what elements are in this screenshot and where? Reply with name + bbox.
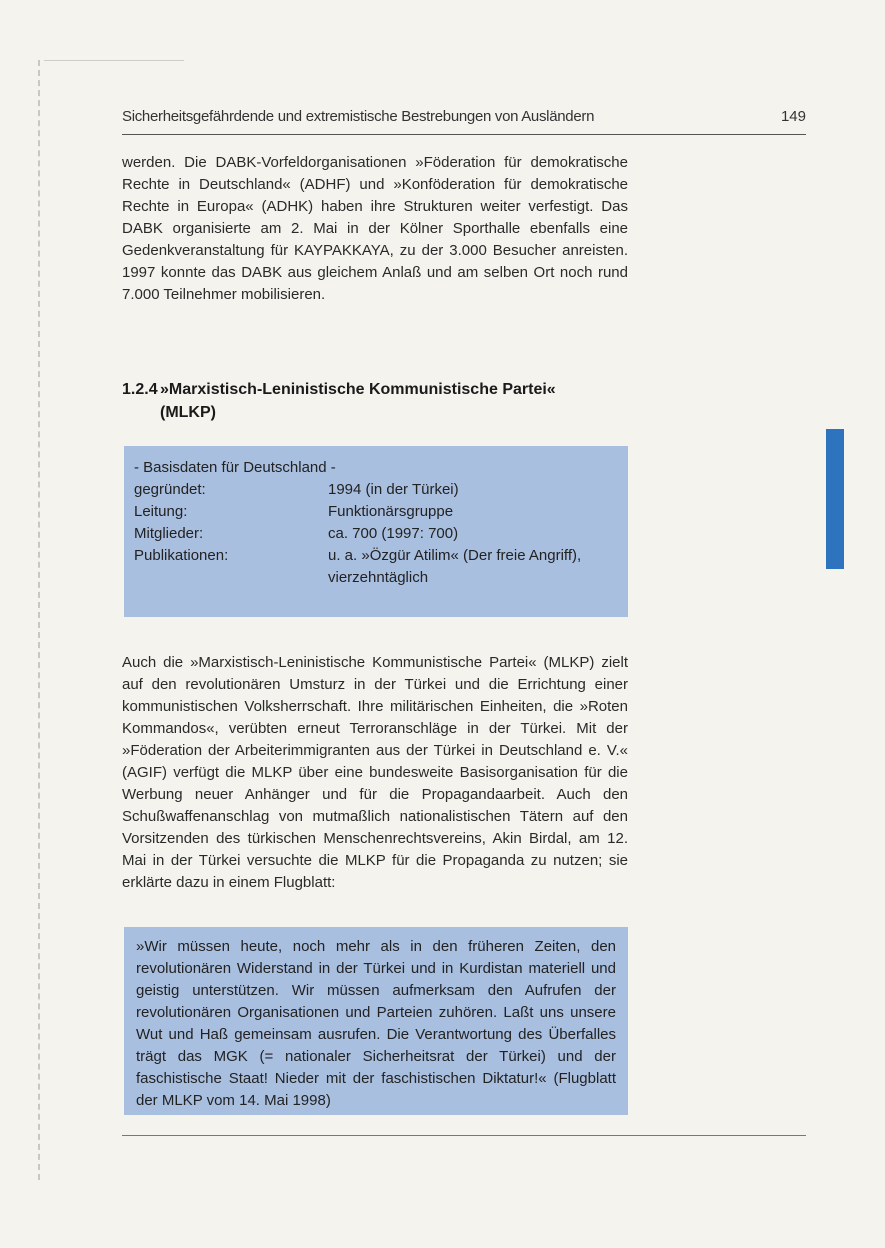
info-value: u. a. »Özgür Atilim« (Der freie Angriff), vierzehntäglich — [328, 547, 582, 586]
info-key: Mitglieder: — [134, 525, 204, 542]
info-row-members — [134, 523, 618, 545]
info-value: ca. 700 (1997: 700) — [328, 525, 459, 542]
info-key: gegründet: — [134, 481, 206, 498]
info-row-leadership — [134, 501, 618, 523]
leaflet-quote-box — [124, 927, 628, 1115]
section-title-line2: (MLKP) — [160, 404, 216, 421]
section-heading — [122, 378, 642, 424]
section-title-line1: »Marxistisch-Leninistische Kommunistische Partei« — [160, 381, 556, 398]
header-rule — [122, 134, 806, 135]
top-corner-rule — [44, 60, 184, 61]
info-value: Funktionärsgruppe — [328, 503, 454, 520]
info-key: Leitung: — [134, 503, 188, 520]
quote-text: »Wir müssen heute, noch mehr als in den früheren Zeiten, den revolutionären Widerstand in der Türkei und in Kurdistan materiell und geistig unterstützen. Wir müssen aufmerksam den Aufrufen der revolutionären Organisationen und Parteien zuhören. Laßt uns unsere Wut und Haß gemeinsam ausrufen. Die Verantwortung des Überfalles trägt das MGK (= nationaler Sicherheitsrat der Türkei) und der faschistische Staat! Nieder mit der faschistischen Diktatur!« — [136, 938, 616, 1087]
info-row-founded — [134, 479, 618, 501]
info-value: 1994 (in der Türkei) — [328, 481, 459, 498]
paragraph-mlkp: Auch die »Marxistisch-Leninistische Kommunistische Partei« (MLKP) zielt auf den revolutionären Umsturz in der Türkei und die Errichtung einer kommunistischen Volksherrschaft. Ihre militärischen Einheiten, die »Roten Kommandos«, verübten erneut Terroranschläge in der Türkei. Mit der »Föderation der Arbeiterimmigranten aus der Türkei in Deutschland e. V.« (AGIF) verfügt die MLKP über eine bundesweite Basisorganisation für die Werbung neuer Anhänger und für die Propagandaarbeit. Auch den Schußwaffenanschlag von mutmaßlich nationalistischen Tätern auf den Vorsitzenden des türkischen Menschenrechtsvereins, Akin Birdal, am 12. Mai in der Türkei versuchte die MLKP für die Propaganda zu nutzen; sie erklärte dazu in einem Flugblatt: — [122, 654, 628, 891]
running-header — [122, 108, 806, 134]
chapter-tab-marker — [826, 429, 844, 569]
info-row-publications — [134, 545, 618, 589]
section-number: 1.2.4 — [122, 381, 158, 398]
paragraph-intro: werden. Die DABK-Vorfeldorganisationen »Föderation für demokratische Rechte in Deutschland« (ADHF) und »Konföderation für demokratische Rechte in Europa« (ADHK) haben ihre Strukturen weiter verfestigt. Das DABK organisierte am 2. Mai in der Kölner Sporthalle ebenfalls eine Gedenkveranstaltung für KAYPAKKAYA, zu der 3.000 Besucher anreisten. 1997 konnte das DABK aus gleichem Anlaß und am selben Ort noch rund 7.000 Teilnehmer mobilisieren. — [122, 154, 628, 303]
quote-source: (Flugblatt der MLKP vom 14. Mai 1998) — [136, 1070, 616, 1109]
footer-rule — [122, 1135, 806, 1136]
running-title: Sicherheitsgefährdende und extremistische Bestrebungen von Ausländern — [122, 108, 595, 125]
page-binding-edge — [38, 60, 44, 1180]
info-key: Publikationen: — [134, 547, 229, 564]
page-number: 149 — [780, 108, 806, 125]
basic-data-box — [124, 446, 628, 617]
basic-data-heading: - Basisdaten für Deutschland - — [134, 459, 336, 476]
